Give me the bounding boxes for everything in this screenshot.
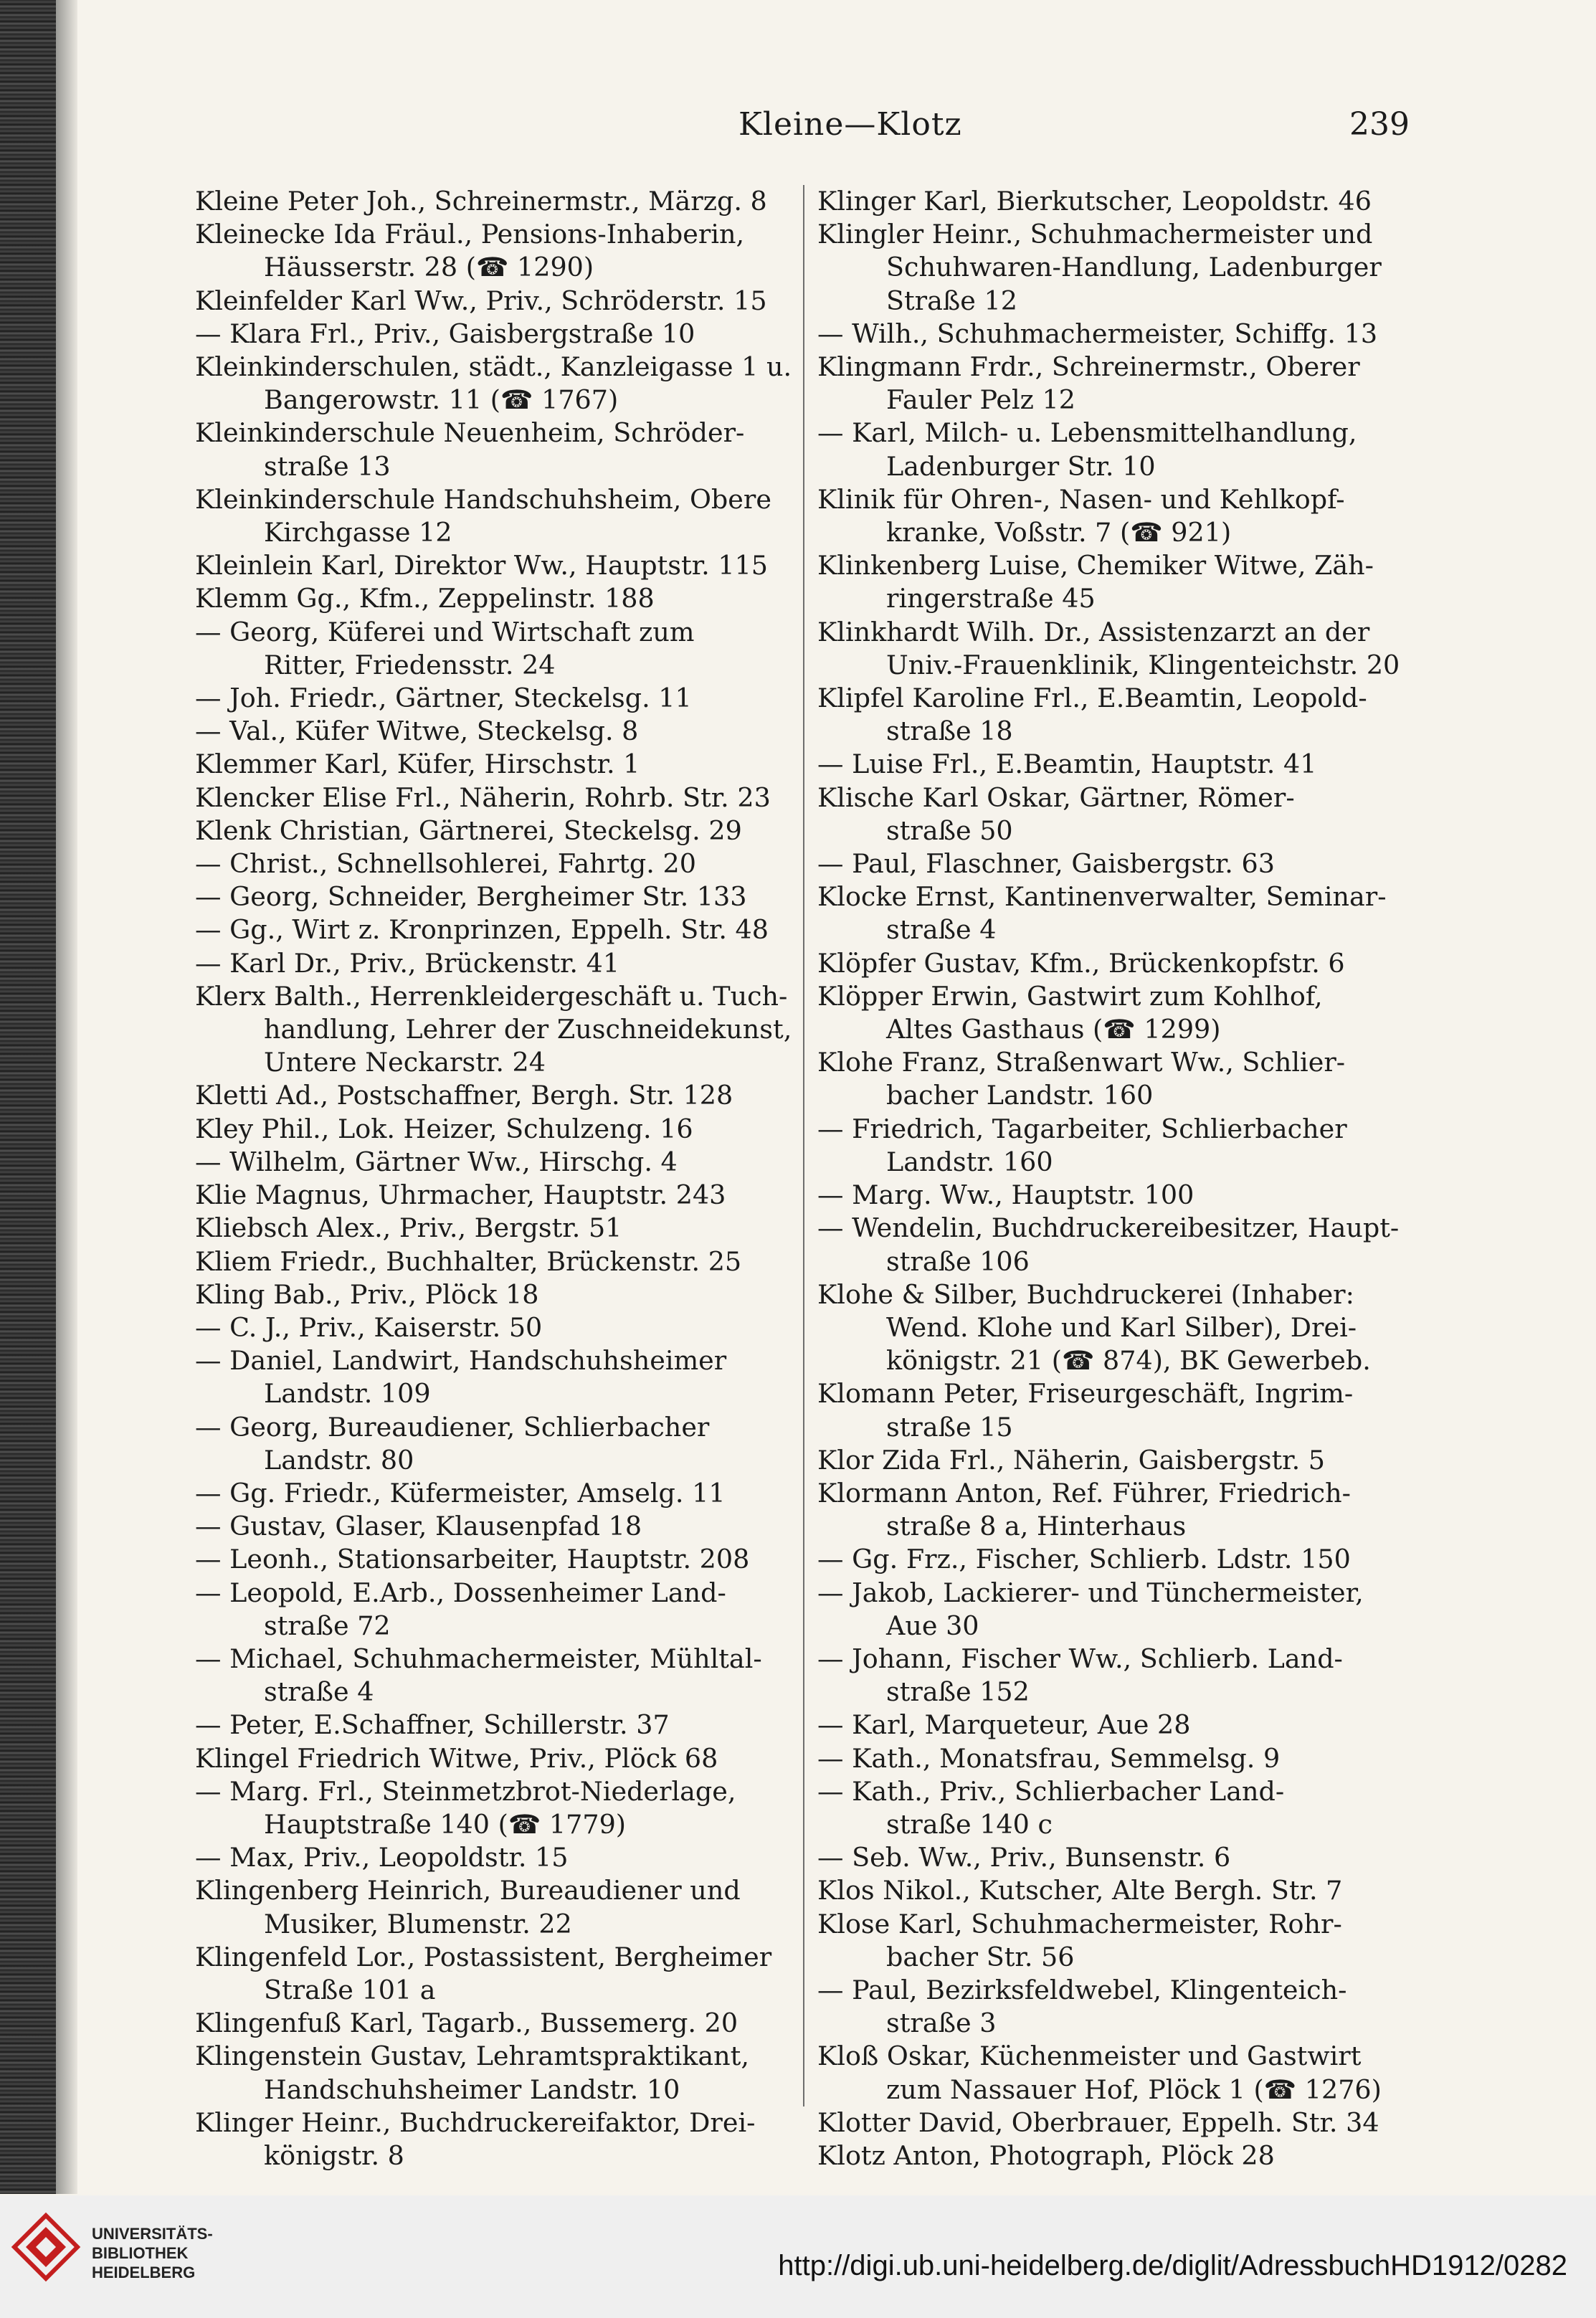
directory-entry — [817, 1212, 1420, 1278]
page-gutter-shadow — [56, 0, 77, 2194]
entry-line: Klöpfer Gustav, Kfm., Brückenkopfstr. 6 — [817, 947, 1345, 979]
entry-line: Klinger Karl, Bierkutscher, Leopoldstr. 46 — [817, 186, 1372, 217]
entry-continuation-line: königstr. 8 — [264, 2139, 404, 2171]
entry-continuation-line: straße 3 — [886, 2008, 997, 2039]
directory-entry — [817, 980, 1420, 1046]
library-name-line: HEIDELBERG — [92, 2264, 196, 2281]
directory-entry — [195, 1841, 797, 1874]
entry-continuation-line: Bangerowstr. 11 (☎ 1767) — [264, 384, 619, 416]
entry-line: Kliem Friedr., Buchhalter, Brückenstr. 25 — [195, 1245, 742, 1277]
directory-entry — [195, 748, 797, 781]
entry-line: — Kath., Monatsfrau, Semmelsg. 9 — [817, 1742, 1281, 1774]
entry-line: — Christ., Schnellsohlerei, Fahrtg. 20 — [195, 848, 696, 880]
directory-entry — [195, 1941, 797, 2007]
directory-entry — [817, 1874, 1420, 1907]
entry-line: — Wilhelm, Gärtner Ww., Hirschg. 4 — [195, 1146, 678, 1177]
entry-line: Klenk Christian, Gärtnerei, Steckelsg. 29 — [195, 814, 742, 846]
entry-line: — Georg, Küferei und Wirtschaft zum — [195, 616, 695, 647]
directory-entry — [195, 782, 797, 814]
entry-line: Klomann Peter, Friseurgeschäft, Ingrim- — [817, 1378, 1354, 1410]
entry-line: Klocke Ernst, Kantinenverwalter, Seminar- — [817, 881, 1387, 913]
directory-entry — [817, 549, 1420, 615]
directory-entry — [817, 351, 1420, 417]
directory-entry — [195, 285, 797, 318]
entry-continuation-line: Fauler Pelz 12 — [886, 384, 1075, 416]
directory-entry — [195, 185, 797, 218]
left-column — [195, 185, 797, 2172]
entry-line: Klormann Anton, Ref. Führer, Friedrich- — [817, 1477, 1351, 1509]
entry-line: — Gg., Wirt z. Kronprinzen, Eppelh. Str. 48 — [195, 914, 769, 946]
entry-line: — Daniel, Landwirt, Handschuhsheimer — [195, 1345, 727, 1377]
entry-line: — Klara Frl., Priv., Gaisbergstraße 10 — [195, 318, 695, 349]
directory-entry — [195, 682, 797, 715]
directory-entry — [195, 1278, 797, 1311]
entry-line: Klinkenberg Luise, Chemiker Witwe, Zäh- — [817, 550, 1374, 581]
entry-line: Klingel Friedrich Witwe, Priv., Plöck 68 — [195, 1742, 718, 1774]
entry-continuation-line: straße 152 — [886, 1676, 1030, 1708]
directory-entry — [195, 847, 797, 880]
entry-continuation-line: bacher Str. 56 — [886, 1941, 1075, 1972]
directory-entry — [195, 1212, 797, 1245]
directory-entry — [817, 682, 1420, 748]
directory-entry — [195, 880, 797, 913]
directory-entry — [195, 582, 797, 615]
directory-entry — [195, 1311, 797, 1344]
entry-continuation-line: Straße 101 a — [264, 1974, 436, 2005]
university-library-logo-icon — [10, 2211, 82, 2283]
entry-line: — Paul, Bezirksfeldwebel, Klingenteich- — [817, 1974, 1347, 2005]
entry-line: Kliebsch Alex., Priv., Bergstr. 51 — [195, 1212, 622, 1244]
directory-entry — [817, 1908, 1420, 1974]
entry-continuation-line: Aue 30 — [886, 1610, 979, 1641]
entry-continuation-line: Kirchgasse 12 — [264, 517, 452, 548]
directory-entry — [817, 1046, 1420, 1112]
entry-line: — Johann, Fischer Ww., Schlierb. Land- — [817, 1643, 1343, 1674]
entry-line: Klohe & Silber, Buchdruckerei (Inhaber: — [817, 1278, 1354, 1310]
directory-entry — [195, 318, 797, 351]
directory-entry — [195, 1643, 797, 1709]
entry-line: Klingenfeld Lor., Postassistent, Bergheimer — [195, 1941, 772, 1972]
entry-continuation-line: straße 72 — [264, 1610, 391, 1641]
entry-line: Kletti Ad., Postschaffner, Bergh. Str. 128 — [195, 1080, 733, 1111]
directory-entry — [817, 1377, 1420, 1443]
entry-continuation-line: straße 8 a, Hinterhaus — [886, 1511, 1187, 1542]
page-header — [0, 106, 1596, 149]
directory-entry — [195, 1079, 797, 1112]
directory-entry — [817, 185, 1420, 218]
entry-line: Kling Bab., Priv., Plöck 18 — [195, 1278, 539, 1310]
entry-line: — Karl Dr., Priv., Brückenstr. 41 — [195, 947, 620, 979]
entry-line: — Luise Frl., E.Beamtin, Hauptstr. 41 — [817, 749, 1317, 780]
entry-line: Klor Zida Frl., Näherin, Gaisbergstr. 5 — [817, 1444, 1325, 1476]
entry-continuation-line: straße 140 c — [886, 1808, 1053, 1840]
entry-line: Klingenfuß Karl, Tagarb., Bussemerg. 20 — [195, 2008, 738, 2039]
right-column — [817, 185, 1420, 2172]
entry-line: — Wilh., Schuhmachermeister, Schiffg. 13 — [817, 318, 1378, 349]
running-head: Kleine—Klotz — [738, 106, 962, 143]
entry-line: Klingenberg Heinrich, Bureaudiener und — [195, 1875, 741, 1906]
entry-line: Kleinkinderschule Handschuhsheim, Obere — [195, 483, 771, 515]
entry-line: Kleine Peter Joh., Schreinermstr., Märzg. 8 — [195, 186, 767, 217]
entry-continuation-line: straße 50 — [886, 814, 1013, 846]
directory-entry — [195, 1245, 797, 1278]
directory-entry — [817, 1775, 1420, 1841]
entry-line: — Leonh., Stationsarbeiter, Hauptstr. 208 — [195, 1544, 750, 1575]
entry-line: — Gustav, Glaser, Klausenpfad 18 — [195, 1511, 642, 1542]
entry-line: Klotter David, Oberbrauer, Eppelh. Str. 34 — [817, 2106, 1379, 2138]
entry-continuation-line: straße 4 — [886, 914, 997, 946]
entry-line: — Georg, Bureaudiener, Schlierbacher — [195, 1411, 710, 1443]
entry-line: Kleinlein Karl, Direktor Ww., Hauptstr. 115 — [195, 550, 769, 581]
entry-line: — Joh. Friedr., Gärtner, Steckelsg. 11 — [195, 683, 692, 714]
directory-entry — [195, 980, 797, 1080]
directory-entry — [817, 1709, 1420, 1742]
directory-entry — [817, 1974, 1420, 2040]
directory-entry — [817, 1278, 1420, 1378]
directory-entry — [817, 1841, 1420, 1874]
directory-entry — [817, 1577, 1420, 1643]
directory-entry — [817, 2040, 1420, 2106]
entry-continuation-line: Straße 12 — [886, 285, 1017, 316]
entry-line: Kley Phil., Lok. Heizer, Schulzeng. 16 — [195, 1113, 693, 1144]
entry-continuation-line: Altes Gasthaus (☎ 1299) — [886, 1014, 1221, 1045]
source-url-link[interactable]: http://digi.ub.uni-heidelberg.de/diglit/AdressbuchHD1912/0282 — [778, 2250, 1567, 2281]
directory-entry — [817, 1742, 1420, 1775]
library-name-line: BIBLIOTHEK — [92, 2244, 189, 2262]
directory-entry — [195, 1577, 797, 1643]
entry-continuation-line: zum Nassauer Hof, Plöck 1 (☎ 1276) — [886, 2074, 1382, 2105]
entry-line: — Georg, Schneider, Bergheimer Str. 133 — [195, 881, 747, 913]
directory-entry — [195, 814, 797, 847]
directory-entry — [817, 1643, 1420, 1709]
directory-entry — [817, 1543, 1420, 1576]
entry-line: Klotz Anton, Photograph, Plöck 28 — [817, 2139, 1275, 2171]
entry-line: — Paul, Flaschner, Gaisbergstr. 63 — [817, 848, 1275, 880]
directory-entry — [817, 417, 1420, 483]
entry-line: Kleinfelder Karl Ww., Priv., Schröderstr. 15 — [195, 285, 767, 316]
directory-entry — [195, 351, 797, 417]
directory-entry — [195, 1411, 797, 1477]
entry-line: Klingmann Frdr., Schreinermstr., Oberer — [817, 351, 1360, 383]
entry-line: Klöpper Erwin, Gastwirt zum Kohlhof, — [817, 980, 1323, 1012]
directory-entry — [195, 1709, 797, 1742]
entry-line: — Karl, Marqueteur, Aue 28 — [817, 1709, 1191, 1741]
entry-line: Klerx Balth., Herrenkleidergeschäft u. Tuch- — [195, 980, 788, 1012]
entry-line: — Marg. Frl., Steinmetzbrot-Niederlage, — [195, 1775, 736, 1807]
entry-continuation-line: straße 13 — [264, 450, 391, 482]
library-name-line: UNIVERSITÄTS- — [92, 2225, 213, 2243]
entry-line: Klemmer Karl, Küfer, Hirschstr. 1 — [195, 749, 640, 780]
entry-continuation-line: Landstr. 80 — [264, 1444, 414, 1476]
entry-line: — Gg. Friedr., Küfermeister, Amselg. 11 — [195, 1477, 726, 1509]
entry-line: — Max, Priv., Leopoldstr. 15 — [195, 1842, 569, 1873]
entry-line: — Jakob, Lackierer- und Tünchermeister, — [817, 1577, 1364, 1608]
entry-line: — Wendelin, Buchdruckereibesitzer, Haupt- — [817, 1212, 1400, 1244]
directory-entry — [195, 549, 797, 582]
entry-line: Klohe Franz, Straßenwart Ww., Schlier- — [817, 1047, 1346, 1078]
entry-line: Kleinecke Ida Fräul., Pensions-Inhaberin, — [195, 219, 745, 250]
directory-entry — [195, 1775, 797, 1841]
directory-entry — [817, 782, 1420, 847]
directory-entry — [195, 1179, 797, 1212]
directory-entry — [195, 2007, 797, 2040]
entry-line: Kloß Oskar, Küchenmeister und Gastwirt — [817, 2041, 1362, 2072]
entry-continuation-line: Untere Neckarstr. 24 — [264, 1047, 546, 1078]
entry-line: Klinger Heinr., Buchdruckereifaktor, Drei- — [195, 2106, 756, 2138]
entry-continuation-line: handlung, Lehrer der Zuschneidekunst, — [264, 1014, 792, 1045]
directory-entry — [817, 947, 1420, 980]
directory-entry — [817, 1444, 1420, 1477]
directory-entry — [817, 1179, 1420, 1212]
directory-entry — [817, 218, 1420, 318]
entry-line: — Seb. Ww., Priv., Bunsenstr. 6 — [817, 1842, 1231, 1873]
entry-continuation-line: ringerstraße 45 — [886, 583, 1096, 614]
entry-line: — Peter, E.Schaffner, Schillerstr. 37 — [195, 1709, 670, 1741]
entry-line: Klipfel Karoline Frl., E.Beamtin, Leopold- — [817, 683, 1367, 714]
entry-continuation-line: straße 106 — [886, 1245, 1030, 1277]
library-name — [92, 2224, 213, 2282]
entry-continuation-line: Musiker, Blumenstr. 22 — [264, 1908, 572, 1939]
entry-line: — Michael, Schuhmachermeister, Mühltal- — [195, 1643, 762, 1674]
entry-line: Klos Nikol., Kutscher, Alte Bergh. Str. 7 — [817, 1875, 1343, 1906]
directory-entry — [817, 616, 1420, 682]
entry-continuation-line: Landstr. 109 — [264, 1378, 431, 1410]
directory-entry — [195, 1344, 797, 1410]
entry-continuation-line: Ritter, Friedensstr. 24 — [264, 649, 556, 680]
entry-line: Kleinkinderschulen, städt., Kanzleigasse 1 u. — [195, 351, 792, 383]
entry-line: Klingenstein Gustav, Lehramtspraktikant, — [195, 2041, 749, 2072]
directory-entry — [195, 715, 797, 748]
entry-line: Klinkhardt Wilh. Dr., Assistenzarzt an der — [817, 616, 1370, 647]
entry-line: Klose Karl, Schuhmachermeister, Rohr- — [817, 1908, 1342, 1939]
directory-entry — [195, 1874, 797, 1940]
directory-entry — [195, 2040, 797, 2106]
entry-line: Klencker Elise Frl., Näherin, Rohrb. Str. 23 — [195, 782, 771, 813]
directory-entry — [195, 218, 797, 284]
entry-continuation-line: Handschuhsheimer Landstr. 10 — [264, 2074, 680, 2105]
entry-line: Klingler Heinr., Schuhmachermeister und — [817, 219, 1373, 250]
entry-continuation-line: königstr. 21 (☎ 874), BK Gewerbeb. — [886, 1345, 1371, 1377]
entry-line: Klische Karl Oskar, Gärtner, Römer- — [817, 782, 1295, 813]
directory-entry — [195, 1113, 797, 1146]
directory-entry — [817, 483, 1420, 549]
entry-continuation-line: Schuhwaren-Handlung, Ladenburger — [886, 252, 1382, 283]
directory-entry — [195, 483, 797, 549]
page-number: 239 — [1349, 106, 1410, 143]
directory-entry — [195, 1510, 797, 1543]
directory-entry — [195, 947, 797, 980]
entry-line: — Marg. Ww., Hauptstr. 100 — [817, 1179, 1194, 1211]
entry-continuation-line: Wend. Klohe und Karl Silber), Drei- — [886, 1311, 1357, 1343]
directory-entry — [195, 1543, 797, 1576]
entry-continuation-line: straße 15 — [886, 1411, 1013, 1443]
book-binding-edge — [0, 0, 56, 2194]
directory-entry — [817, 1113, 1420, 1179]
directory-entry — [817, 2106, 1420, 2139]
directory-entry — [195, 2106, 797, 2172]
entry-line: — Karl, Milch- u. Lebensmittelhandlung, — [817, 417, 1357, 449]
entry-continuation-line: Hauptstraße 140 (☎ 1779) — [264, 1808, 627, 1840]
directory-entry — [817, 318, 1420, 351]
footer-bar — [0, 2195, 1596, 2318]
directory-entry — [195, 913, 797, 946]
entry-line: — Val., Küfer Witwe, Steckelsg. 8 — [195, 716, 639, 747]
entry-line: Klemm Gg., Kfm., Zeppelinstr. 188 — [195, 583, 655, 614]
entry-continuation-line: bacher Landstr. 160 — [886, 1080, 1154, 1111]
column-divider — [803, 185, 804, 2106]
directory-entry — [195, 1742, 797, 1775]
entry-line: — Gg. Frz., Fischer, Schlierb. Ldstr. 150 — [817, 1544, 1351, 1575]
entry-continuation-line: kranke, Voßstr. 7 (☎ 921) — [886, 517, 1232, 548]
directory-entry — [195, 417, 797, 483]
directory-entry — [817, 847, 1420, 880]
entry-line: — Leopold, E.Arb., Dossenheimer Land- — [195, 1577, 726, 1608]
directory-entry — [817, 1477, 1420, 1543]
directory-entry — [195, 616, 797, 682]
entry-continuation-line: Landstr. 160 — [886, 1146, 1053, 1177]
entry-line: — Friedrich, Tagarbeiter, Schlierbacher — [817, 1113, 1347, 1144]
directory-entry — [817, 2139, 1420, 2172]
entry-line: Klinik für Ohren-, Nasen- und Kehlkopf- — [817, 483, 1345, 515]
entry-line: Klie Magnus, Uhrmacher, Hauptstr. 243 — [195, 1179, 726, 1211]
entry-continuation-line: Häusserstr. 28 (☎ 1290) — [264, 252, 594, 283]
directory-entry — [817, 880, 1420, 946]
directory-entry — [817, 748, 1420, 781]
entry-continuation-line: straße 4 — [264, 1676, 374, 1708]
entry-continuation-line: Univ.-Frauenklinik, Klingenteichstr. 20 — [886, 649, 1400, 680]
entry-line: Kleinkinderschule Neuenheim, Schröder- — [195, 417, 745, 449]
entry-line: — Kath., Priv., Schlierbacher Land- — [817, 1775, 1285, 1807]
entry-line: — C. J., Priv., Kaiserstr. 50 — [195, 1311, 543, 1343]
entry-continuation-line: Ladenburger Str. 10 — [886, 450, 1156, 482]
directory-entry — [195, 1146, 797, 1179]
entry-continuation-line: straße 18 — [886, 716, 1013, 747]
directory-entry — [195, 1477, 797, 1510]
